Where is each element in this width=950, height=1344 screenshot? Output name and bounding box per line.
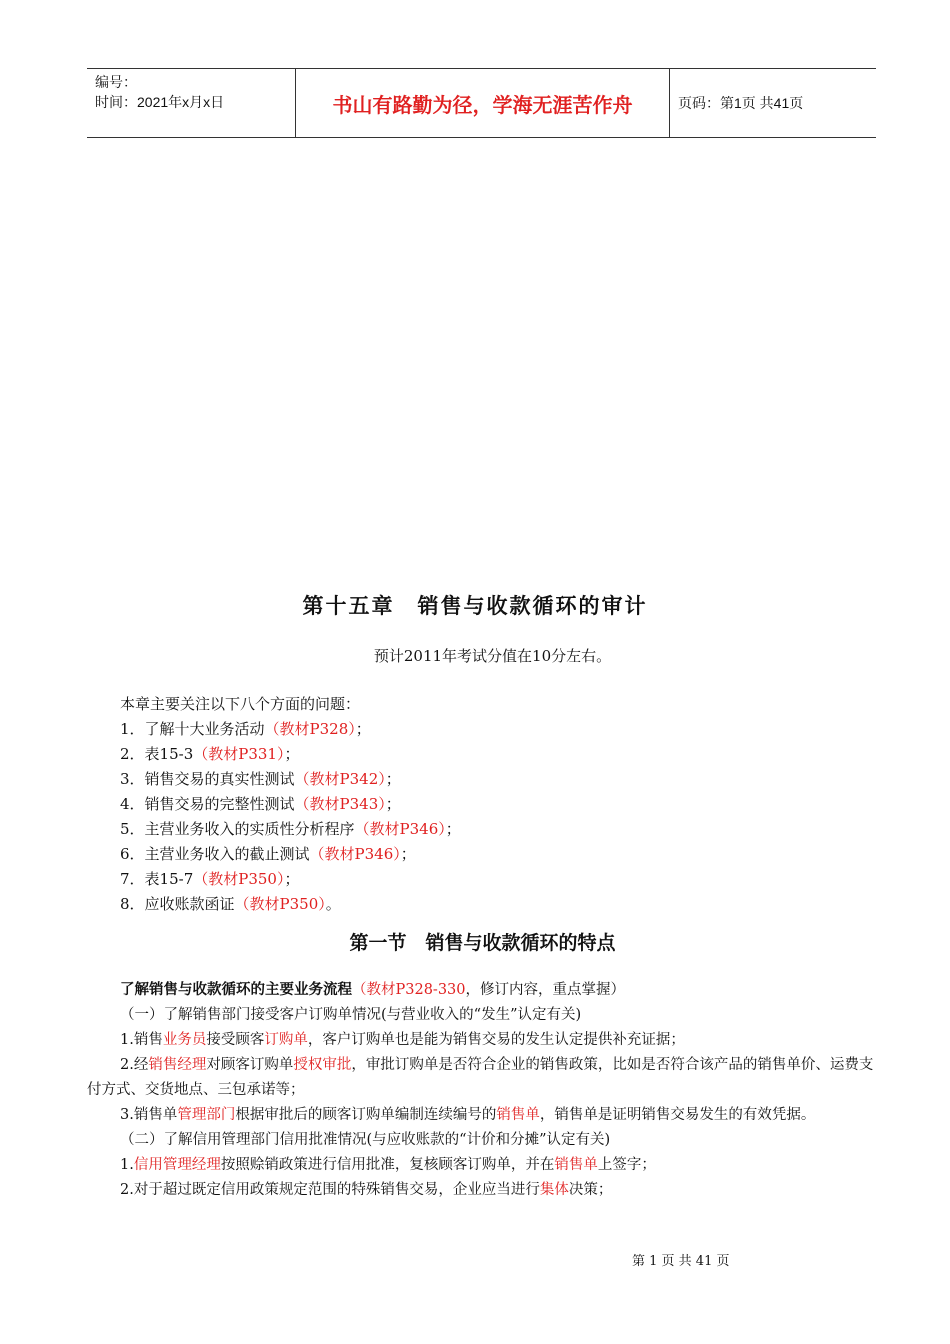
topic-item: 1．了解十大业务活动（教材P328）； (120, 720, 371, 738)
topic-item: 8．应收账款函证（教材P350）。 (120, 895, 341, 913)
flow-subheading: （二）了解信用管理部门信用批准情况(与应收账款的“计价和分摊”认定有关) (120, 1132, 611, 1148)
flow-paragraph: 1.信用管理经理按照赊销政策进行信用批准，复核顾客订购单，并在销售单上签字； (120, 1157, 656, 1173)
topic-list (120, 692, 880, 917)
topic-item: 3．销售交易的真实性测试（教材P342）； (120, 770, 401, 788)
flow-paragraph: 3.销售单管理部门根据审批后的顾客订购单编制连续编号的销售单，销售单是证明销售交易发生的有效凭据。 (120, 1107, 816, 1123)
page-footer: 第 1 页 共 41 页 (632, 1254, 730, 1269)
flow-paragraph: 1.销售业务员接受顾客订购单，客户订购单也是能为销售交易的发生认定提供补充证据； (120, 1032, 685, 1048)
topic-item: 7．表15-7（教材P350）； (120, 870, 300, 888)
flow-paragraph: 2.经销售经理对顾客订购单授权审批，审批订购单是否符合企业的销售政策，比如是否符合该产品的销售单价、运费支付方式、交货地点、三包承诺等； (87, 1057, 874, 1098)
number-label: 编号： (95, 74, 137, 90)
topic-item: 5．主营业务收入的实质性分析程序（教材P346）； (120, 820, 461, 838)
flow-subheading: （一）了解销售部门接受客户订购单情况(与营业收入的“发生”认定有关) (120, 1007, 582, 1023)
topic-item: 2．表15-3（教材P331）； (120, 745, 300, 763)
chapter-subtitle: 预计2011年考试分值在10分左右。 (373, 647, 612, 665)
flow-paragraph: 2.对于超过既定信用政策规定范围的特殊销售交易，企业应当进行集体决策； (120, 1182, 613, 1198)
topic-item: 4．销售交易的完整性测试（教材P343）； (120, 795, 401, 813)
topic-intro: 本章主要关注以下八个方面的问题： (120, 695, 361, 713)
header-motto: 书山有路勤为径，学海无涯苦作舟 (295, 69, 670, 137)
flow-heading: 了解销售与收款循环的主要业务流程（教材P328-330，修订内容，重点掌握） (120, 982, 626, 998)
page-header (87, 68, 876, 138)
section-title: 第一节 销售与收款循环的特点 (349, 932, 616, 954)
time-label: 时间：2021年x月x日 (95, 94, 225, 110)
topic-item: 6．主营业务收入的截止测试（教材P346）； (120, 845, 416, 863)
header-meta (87, 69, 295, 137)
flow-body (87, 978, 876, 1203)
header-page-info: 页码：第1页 共41页 (678, 95, 804, 111)
chapter-title: 第十五章 销售与收款循环的审计 (302, 594, 648, 618)
